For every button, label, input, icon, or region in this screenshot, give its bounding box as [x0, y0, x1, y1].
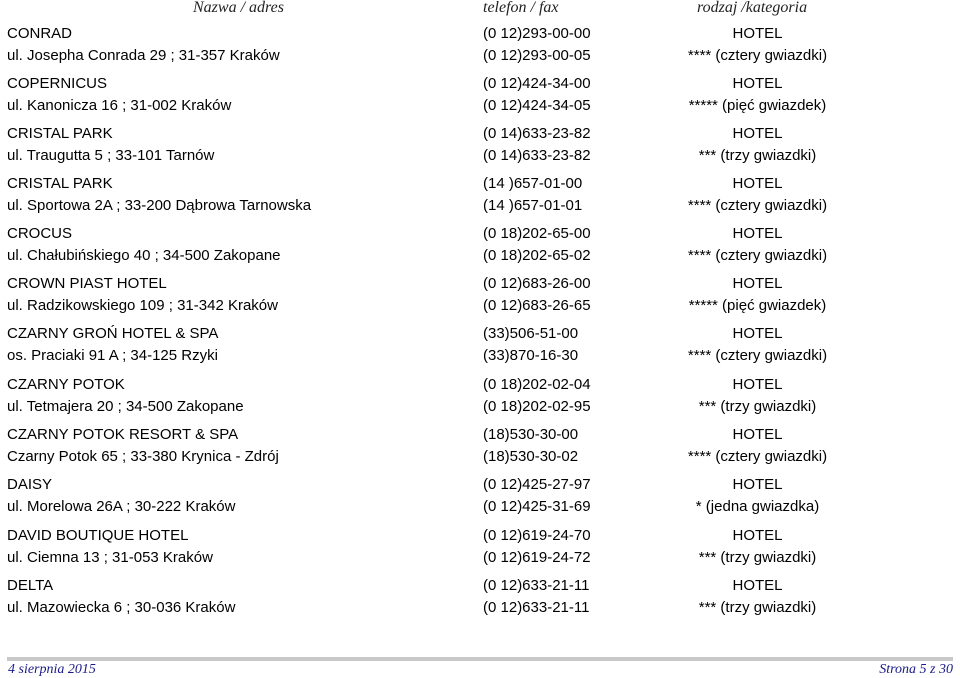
hotel-category: **** (cztery gwiazdki)	[687, 347, 828, 364]
hotel-phone: (0 12)293-00-00	[483, 25, 591, 42]
column-header-type: rodzaj /kategoria	[697, 0, 808, 16]
hotel-entry	[0, 576, 960, 622]
hotel-fax: (18)530-30-02	[483, 448, 579, 465]
column-header-name: Nazwa / adres	[193, 0, 284, 16]
footer-divider	[7, 657, 953, 661]
hotel-phone: (0 12)633-21-11	[483, 577, 590, 594]
hotel-entry	[0, 526, 960, 572]
hotel-entry	[0, 425, 960, 471]
hotel-type: HOTEL	[732, 225, 783, 242]
hotel-name: CRISTAL PARK	[7, 175, 113, 192]
hotel-phone: (0 14)633-23-82	[483, 125, 591, 142]
hotel-name: CZARNY POTOK RESORT & SPA	[7, 426, 239, 443]
hotel-name: CROWN PIAST HOTEL	[7, 275, 167, 292]
hotel-address: ul. Sportowa 2A ; 33-200 Dąbrowa Tarnowska	[7, 197, 312, 214]
hotel-type: HOTEL	[732, 325, 783, 342]
hotel-name: CRISTAL PARK	[7, 125, 113, 142]
hotel-type: HOTEL	[732, 125, 783, 142]
hotel-address: ul. Chałubińskiego 40 ; 34-500 Zakopane	[7, 247, 281, 264]
hotel-address: ul. Tetmajera 20 ; 34-500 Zakopane	[7, 398, 244, 415]
hotel-type: HOTEL	[732, 75, 783, 92]
hotel-category: *** (trzy gwiazdki)	[698, 599, 817, 616]
hotel-entry	[0, 74, 960, 120]
hotel-address: os. Praciaki 91 A ; 34-125 Rzyki	[7, 347, 218, 364]
hotel-address: ul. Mazowiecka 6 ; 30-036 Kraków	[7, 599, 236, 616]
hotel-address: ul. Josepha Conrada 29 ; 31-357 Kraków	[7, 47, 280, 64]
hotel-address: ul. Kanonicza 16 ; 31-002 Kraków	[7, 97, 232, 114]
hotel-category: **** (cztery gwiazdki)	[687, 47, 828, 64]
hotel-category: **** (cztery gwiazdki)	[687, 197, 828, 214]
hotel-type: HOTEL	[732, 175, 783, 192]
hotel-name: CROCUS	[7, 225, 73, 242]
hotel-entry	[0, 224, 960, 270]
hotel-address: ul. Ciemna 13 ; 31-053 Kraków	[7, 549, 213, 566]
hotel-phone: (0 12)619-24-70	[483, 527, 591, 544]
hotel-name: DAVID BOUTIQUE HOTEL	[7, 527, 189, 544]
hotel-name: DAISY	[7, 476, 53, 493]
hotel-fax: (0 18)202-65-02	[483, 247, 591, 264]
hotel-fax: (0 14)633-23-82	[483, 147, 591, 164]
hotel-type: HOTEL	[732, 25, 783, 42]
hotel-address: ul. Morelowa 26A ; 30-222 Kraków	[7, 498, 236, 515]
hotel-type: HOTEL	[732, 476, 783, 493]
hotel-category: **** (cztery gwiazdki)	[687, 247, 828, 264]
hotel-fax: (14 )657-01-01	[483, 197, 583, 214]
hotel-category: *** (trzy gwiazdki)	[698, 147, 817, 164]
hotel-phone: (18)530-30-00	[483, 426, 579, 443]
hotel-entry	[0, 24, 960, 70]
hotel-address: ul. Traugutta 5 ; 33-101 Tarnów	[7, 147, 215, 164]
hotel-type: HOTEL	[732, 426, 783, 443]
hotel-fax: (0 12)633-21-11	[483, 599, 590, 616]
hotel-type: HOTEL	[732, 275, 783, 292]
hotel-phone: (0 18)202-65-00	[483, 225, 591, 242]
hotel-entry	[0, 375, 960, 421]
hotel-name: CONRAD	[7, 25, 73, 42]
hotel-category: ***** (pięć gwiazdek)	[688, 297, 827, 314]
hotel-address: Czarny Potok 65 ; 33-380 Krynica - Zdrój	[7, 448, 279, 465]
hotel-phone: (0 12)683-26-00	[483, 275, 591, 292]
hotel-fax: (33)870-16-30	[483, 347, 579, 364]
hotel-category: **** (cztery gwiazdki)	[687, 448, 828, 465]
hotel-name: CZARNY GROŃ HOTEL & SPA	[7, 325, 219, 342]
footer-page-number: Strona 5 z 30	[879, 662, 953, 677]
hotel-name: COPERNICUS	[7, 75, 108, 92]
hotel-entry	[0, 274, 960, 320]
hotel-entry	[0, 174, 960, 220]
hotel-fax: (0 12)293-00-05	[483, 47, 591, 64]
hotel-phone: (0 18)202-02-04	[483, 376, 591, 393]
hotel-type: HOTEL	[732, 527, 783, 544]
hotel-type: HOTEL	[732, 577, 783, 594]
hotel-phone: (0 12)425-27-97	[483, 476, 591, 493]
hotel-type: HOTEL	[732, 376, 783, 393]
column-header-phone: telefon / fax	[483, 0, 559, 16]
hotel-fax: (0 18)202-02-95	[483, 398, 591, 415]
hotel-category: *** (trzy gwiazdki)	[698, 398, 817, 415]
hotel-fax: (0 12)424-34-05	[483, 97, 591, 114]
hotel-entry	[0, 124, 960, 170]
hotel-name: CZARNY POTOK	[7, 376, 125, 393]
hotel-category: * (jedna gwiazdka)	[695, 498, 820, 515]
hotel-fax: (0 12)425-31-69	[483, 498, 591, 515]
hotel-phone: (14 )657-01-00	[483, 175, 583, 192]
hotel-name: DELTA	[7, 577, 54, 594]
hotel-phone: (33)506-51-00	[483, 325, 579, 342]
hotel-entry	[0, 324, 960, 370]
hotel-fax: (0 12)683-26-65	[483, 297, 591, 314]
hotel-entry	[0, 475, 960, 521]
hotel-category: *** (trzy gwiazdki)	[698, 549, 817, 566]
footer-date: 4 sierpnia 2015	[8, 662, 96, 677]
hotel-address: ul. Radzikowskiego 109 ; 31-342 Kraków	[7, 297, 278, 314]
hotel-fax: (0 12)619-24-72	[483, 549, 591, 566]
hotel-phone: (0 12)424-34-00	[483, 75, 591, 92]
hotel-category: ***** (pięć gwiazdek)	[688, 97, 827, 114]
